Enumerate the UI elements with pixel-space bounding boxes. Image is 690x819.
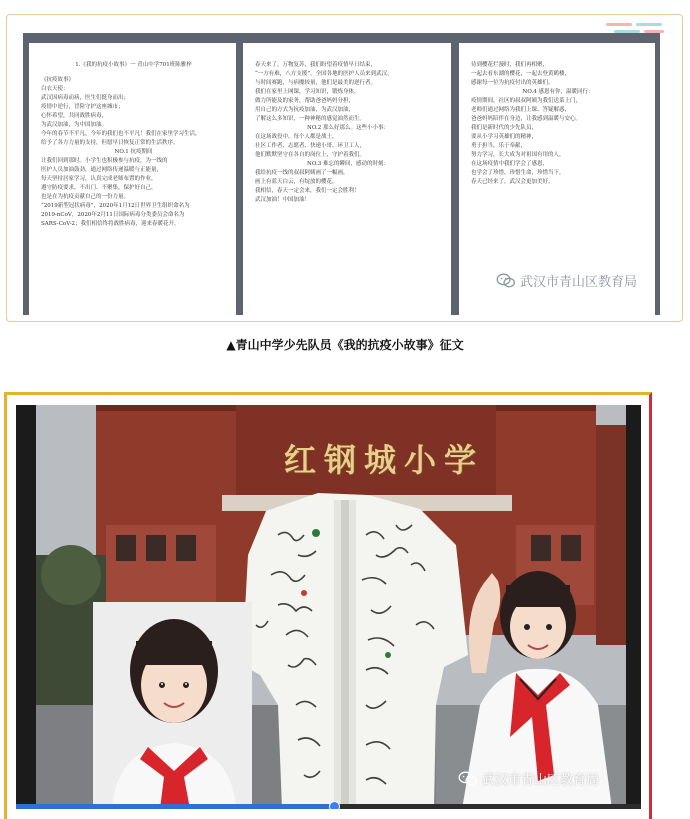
page3-line: 爸爸妈妈陪伴在身边，让我感到温暖与安心。	[471, 116, 582, 122]
page1-line: 心怀希望，共同战胜病毒，	[41, 113, 108, 119]
page3-line: 疫情期间，社区的叔叔阿姨为我们送菜上门，	[471, 98, 582, 104]
document-page-1	[29, 43, 236, 315]
page3-line: 勇于担当，乐于奉献，	[471, 143, 527, 149]
page2-line: 画上有蓝天白云，有绽放的樱花，	[255, 179, 338, 185]
page3-line: 感谢每一位为抗疫付出的英雄们。	[471, 80, 554, 86]
page3-line: 老师们通过网络为我们上课、答疑解惑，	[471, 107, 571, 113]
page2-line: 了解这么多知识，一种神秘的感觉油然而生。	[255, 116, 366, 122]
document-page-2	[243, 43, 451, 315]
page2-line: 与时间赛跑，与病魔较量，他们是最美的逆行者。	[255, 80, 377, 86]
page1-line: 让我们回到那时。小学生也积极参与抗疫，为一线的	[41, 158, 168, 164]
page3-line: 待到樱花烂漫时，我们再相聚，	[471, 62, 549, 68]
page1-line: 疫情中逆行，冒险守护这座城市；	[41, 104, 124, 110]
page1-line: 给予了各方力量的支持，但愿早日恢复正常的生活秩序。	[41, 140, 179, 146]
page2-line: 我给抗疫一线的叔叔阿姨画了一幅画，	[255, 170, 349, 176]
page1-line: 白衣天使：	[41, 86, 69, 92]
page2-line: 武汉加油！中国加油！	[255, 197, 311, 203]
page2-line: 在这场战役中，每个人都是战士，	[255, 134, 338, 140]
page3-line: 努力学习，长大成为对祖国有用的人，	[471, 152, 565, 158]
page1-line: 武汉因病毒而病，医生们挺身而出；	[41, 95, 130, 101]
page3-line: 在这场疫情中我们学会了感恩，	[471, 161, 549, 167]
page1-line: 医护人员加油鼓劲，通过网络传递温暖与正能量，	[41, 167, 163, 173]
video-progress-bar[interactable]	[16, 804, 641, 809]
page2-line: 他们默默坚守在各自的岗位上，守护着我们。	[255, 152, 366, 158]
video-progress-handle[interactable]	[329, 801, 340, 809]
document-preview-card	[6, 14, 683, 322]
page3-line: 春天已经来了，武汉会更加美好。	[471, 179, 554, 185]
page2-line: 用自己的方式为抗疫加油，为武汉加油，	[255, 107, 355, 113]
page-1-title: 1.《我的抗疫小故事》一 青山中学701班陈雅梓	[75, 62, 192, 68]
page1-line: 《抗疫故事》	[41, 77, 75, 83]
page1-line: 为武汉加油，为中国加油。	[41, 122, 108, 128]
page3-line: NO.4 感恩有你，温暖同行：	[522, 89, 594, 95]
page1-line: SARS-CoV-2；我们相信终将战胜病毒，迎来春暖花开。	[41, 221, 180, 227]
page2-line: 春天来了，万物复苏，我们盼望着疫情早日结束，	[255, 62, 377, 68]
page1-line: 遵守防疫要求，不出门、不聚集，保护好自己，	[41, 185, 157, 191]
wechat-icon	[496, 273, 516, 289]
page1-line: 2019-nCoV，2020年2月11日国际病毒分类委员会命名为	[41, 212, 185, 218]
page1-line: “2019新型冠状病毒”，2020年1月12日世界卫生组织命名为	[41, 203, 190, 209]
page2-line: NO.2 那么好那么。这些小小事：	[307, 125, 389, 131]
page2-line: 社区工作者、志愿者、快递小哥、环卫工人，	[255, 143, 366, 149]
page3-line: 要从小学习英雄们的精神，	[471, 134, 538, 140]
page2-line: 我相信，春天一定会来，我们一定会胜利！	[255, 188, 360, 194]
document-watermark	[496, 271, 637, 290]
page1-line: NO.1 抗疫期间	[114, 149, 153, 155]
page1-line: 也是在为抗疫贡献自己的一份力量。	[41, 194, 130, 200]
video-progress-fill	[16, 804, 335, 809]
page2-line: 我们在家里上网课，学习知识，锻炼身体，	[255, 89, 360, 95]
page1-line: 今年的春节不平凡，今年的我们也不平凡！我们在家里学习生活，	[41, 131, 201, 137]
page3-line: 也学会了珍惜，珍惜生命，珍惜当下，	[471, 170, 565, 176]
watermark-text: 武汉市青山区教育局	[519, 275, 637, 290]
page2-line: “一方有难，八方支援”，全国各地的医护人员来到武汉，	[255, 71, 393, 77]
watermark-text: 武汉市青山区教育局	[481, 773, 599, 788]
video-watermark	[458, 769, 599, 788]
video-player[interactable]	[16, 405, 641, 809]
page2-line: 做力所能及的家务，帮助爸爸妈妈分担，	[255, 98, 355, 104]
school-sign: 红钢城小学	[283, 441, 484, 479]
page2-line: NO.3 难忘的瞬间，感动的时刻：	[307, 161, 389, 167]
page3-line: 一起去看东湖的樱花，一起去登黄鹤楼，	[471, 71, 571, 77]
page1-line: 每天坚持居家学习，认真完成老师布置的作业，	[41, 176, 157, 182]
wechat-icon	[458, 771, 478, 787]
photo-caption: ▲青山中学少先队员《我的抗疫小故事》征文	[226, 338, 464, 352]
video-card	[4, 392, 652, 819]
page3-line: 我们是新时代的少先队员，	[471, 125, 538, 131]
